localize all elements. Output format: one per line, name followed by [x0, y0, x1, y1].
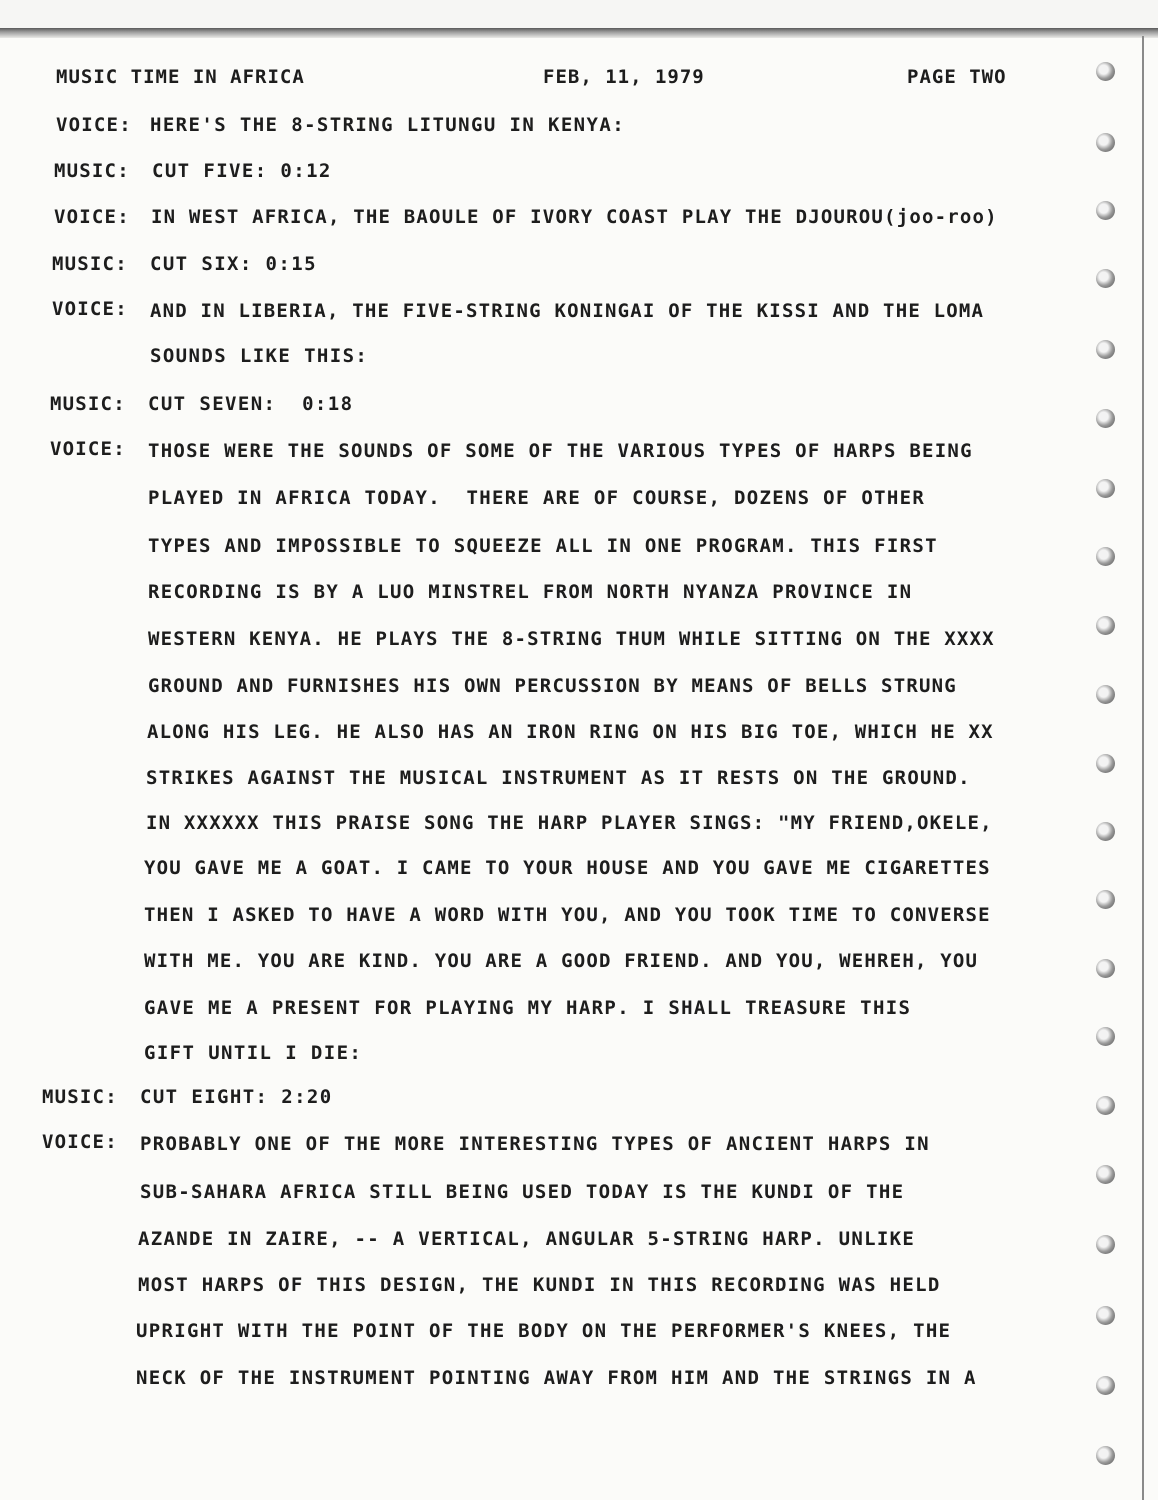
script-line: WESTERN KENYA. HE PLAYS THE 8-STRING THUM WHILE SITTING ON THE XXXX: [148, 628, 995, 650]
broadcast-date: FEB, 11, 1979: [543, 66, 705, 88]
perforation-line: [1142, 36, 1144, 1500]
feed-hole-icon: [1096, 133, 1115, 152]
feed-hole-icon: [1096, 479, 1115, 498]
feed-hole-icon: [1096, 62, 1115, 81]
feed-hole-icon: [1096, 547, 1115, 566]
script-line: HERE'S THE 8-STRING LITUNGU IN KENYA:: [150, 114, 626, 136]
feed-hole-icon: [1096, 340, 1115, 359]
script-line: CUT FIVE: 0:12: [152, 160, 332, 182]
paper-top-edge: [0, 28, 1158, 38]
feed-hole-icon: [1096, 1096, 1115, 1115]
script-line: NECK OF THE INSTRUMENT POINTING AWAY FROM HIM AND THE STRINGS IN A: [136, 1367, 977, 1389]
script-line: THEN I ASKED TO HAVE A WORD WITH YOU, AND YOU TOOK TIME TO CONVERSE: [144, 904, 991, 926]
script-line: GAVE ME A PRESENT FOR PLAYING MY HARP. I SHALL TREASURE THIS: [144, 997, 912, 1019]
feed-hole-icon: [1096, 959, 1115, 978]
feed-hole-icon: [1096, 269, 1115, 288]
feed-hole-icon: [1096, 685, 1115, 704]
page-header: [0, 66, 1158, 94]
script-line: GIFT UNTIL I DIE:: [144, 1042, 363, 1064]
speaker-label: MUSIC:: [54, 160, 130, 182]
page-number: PAGE TWO: [907, 66, 1007, 88]
script-line: WITH ME. YOU ARE KIND. YOU ARE A GOOD FRIEND. AND YOU, WEHREH, YOU: [144, 950, 979, 972]
program-title: MUSIC TIME IN AFRICA: [56, 66, 305, 88]
script-line: GROUND AND FURNISHES HIS OWN PERCUSSION BY MEANS OF BELLS STRUNG: [148, 675, 957, 697]
script-line: CUT SEVEN: 0:18: [148, 393, 354, 415]
feed-hole-icon: [1096, 616, 1115, 635]
feed-hole-icon: [1096, 1446, 1115, 1465]
script-line: UPRIGHT WITH THE POINT OF THE BODY ON THE PERFORMER'S KNEES, THE: [136, 1320, 952, 1342]
speaker-label: VOICE:: [42, 1131, 118, 1153]
speaker-label: VOICE:: [52, 298, 128, 320]
speaker-label: MUSIC:: [42, 1086, 118, 1108]
feed-hole-icon: [1096, 754, 1115, 773]
script-line: STRIKES AGAINST THE MUSICAL INSTRUMENT AS IT RESTS ON THE GROUND.: [146, 767, 971, 789]
feed-hole-icon: [1096, 890, 1115, 909]
feed-hole-icon: [1096, 1306, 1115, 1325]
script-line: AND IN LIBERIA, THE FIVE-STRING KONINGAI OF THE KISSI AND THE LOMA: [150, 300, 985, 322]
script-line: PROBABLY ONE OF THE MORE INTERESTING TYPES OF ANCIENT HARPS IN: [140, 1133, 930, 1155]
feed-hole-icon: [1096, 1376, 1115, 1395]
script-line: IN WEST AFRICA, THE BAOULE OF IVORY COAST PLAY THE DJOUROU(joo-roo): [151, 206, 998, 228]
speaker-label: VOICE:: [56, 114, 132, 136]
script-line: YOU GAVE ME A GOAT. I CAME TO YOUR HOUSE AND YOU GAVE ME CIGARETTES: [144, 857, 991, 879]
speaker-label: MUSIC:: [52, 253, 128, 275]
script-line: CUT SIX: 0:15: [150, 253, 317, 275]
script-line: SOUNDS LIKE THIS:: [150, 345, 369, 367]
feed-hole-icon: [1096, 1165, 1115, 1184]
speaker-label: VOICE:: [50, 438, 126, 460]
script-line: ALONG HIS LEG. HE ALSO HAS AN IRON RING ON HIS BIG TOE, WHICH HE XX: [147, 721, 994, 743]
scan-top-strip: [0, 0, 1158, 28]
script-line: TYPES AND IMPOSSIBLE TO SQUEEZE ALL IN ONE PROGRAM. THIS FIRST: [148, 535, 938, 557]
feed-hole-icon: [1096, 1027, 1115, 1046]
script-line: SUB-SAHARA AFRICA STILL BEING USED TODAY IS THE KUNDI OF THE: [140, 1181, 905, 1203]
speaker-label: VOICE:: [54, 206, 130, 228]
script-line: CUT EIGHT: 2:20: [140, 1086, 333, 1108]
speaker-label: MUSIC:: [50, 393, 126, 415]
script-line: THOSE WERE THE SOUNDS OF SOME OF THE VARIOUS TYPES OF HARPS BEING: [148, 440, 973, 462]
feed-hole-icon: [1096, 409, 1115, 428]
script-line: IN XXXXXX THIS PRAISE SONG THE HARP PLAYER SINGS: "MY FRIEND,OKELE,: [146, 812, 993, 834]
feed-hole-icon: [1096, 201, 1115, 220]
script-line: RECORDING IS BY A LUO MINSTREL FROM NORTH NYANZA PROVINCE IN: [148, 581, 913, 603]
script-line: PLAYED IN AFRICA TODAY. THERE ARE OF COURSE, DOZENS OF OTHER: [148, 487, 926, 509]
feed-hole-icon: [1096, 1235, 1115, 1254]
script-line: AZANDE IN ZAIRE, -- A VERTICAL, ANGULAR 5-STRING HARP. UNLIKE: [138, 1228, 916, 1250]
script-line: MOST HARPS OF THIS DESIGN, THE KUNDI IN THIS RECORDING WAS HELD: [138, 1274, 941, 1296]
feed-hole-icon: [1096, 822, 1115, 841]
